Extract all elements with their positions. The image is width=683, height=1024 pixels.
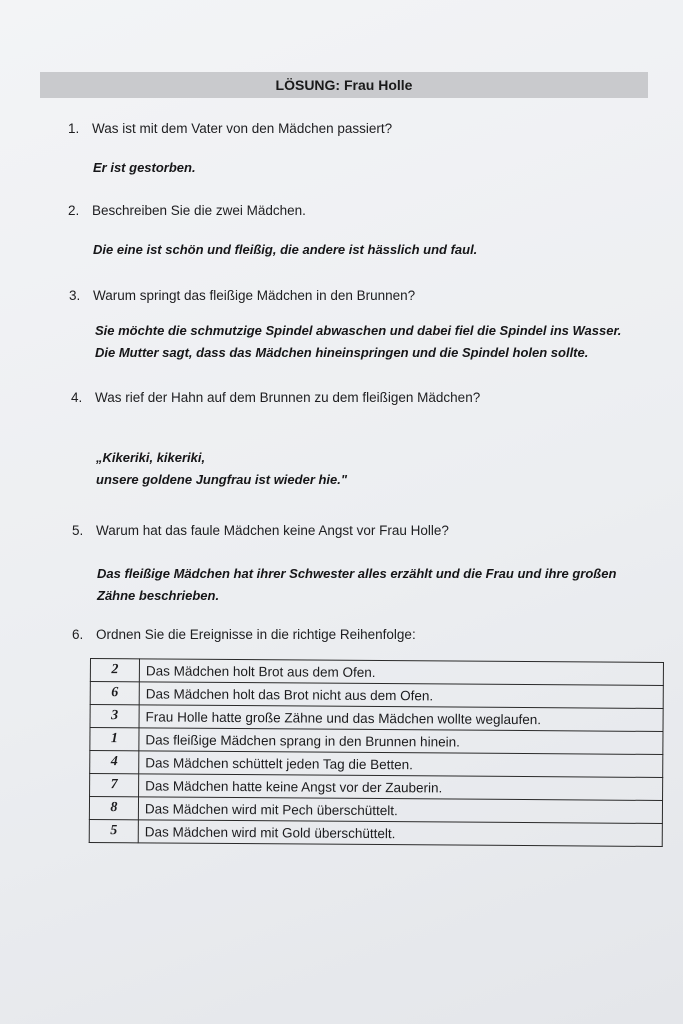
question-number: 3.: [69, 288, 81, 303]
question-text: Warum hat das faule Mädchen keine Angst vor Frau Holle?: [96, 523, 449, 538]
answer-line: „Kikeriki, kikeriki,: [96, 450, 206, 465]
question-6: [72, 627, 416, 642]
event-text: Das Mädchen holt Brot aus dem Ofen.: [139, 659, 663, 686]
question-number: 6.: [72, 627, 84, 642]
question-3: [69, 288, 415, 303]
answer-line: Er ist gestorben.: [93, 160, 196, 175]
order-number: 1: [90, 728, 139, 751]
question-text: Warum springt das fleißige Mädchen in den Brunnen?: [93, 288, 416, 303]
question-2: [68, 203, 306, 218]
page-title: LÖSUNG: Frau Holle: [40, 72, 648, 98]
answer-line: unsere goldene Jungfrau ist wieder hie.": [96, 472, 348, 487]
event-text: Das fleißige Mädchen sprang in den Brunnen hinein.: [139, 728, 663, 755]
order-number: 4: [90, 751, 139, 774]
event-text: Das Mädchen schüttelt jeden Tag die Betten.: [139, 751, 663, 778]
question-text: Was ist mit dem Vater von den Mädchen passiert?: [92, 121, 393, 136]
order-table: [89, 658, 664, 847]
question-5: [72, 523, 449, 538]
answer-line: Sie möchte die schmutzige Spindel abwaschen und dabei fiel die Spindel ins Wasser.: [95, 323, 622, 338]
answer-1: [93, 157, 196, 179]
answer-4: [96, 447, 347, 491]
table-row: [89, 819, 662, 846]
question-number: 4.: [71, 390, 83, 405]
answer-3: [95, 320, 621, 364]
question-text: Ordnen Sie die Ereignisse in die richtige Reihenfolge:: [96, 627, 416, 642]
answer-2: [93, 239, 477, 261]
answer-5: [97, 563, 616, 607]
answer-line: Zähne beschrieben.: [97, 588, 220, 603]
answer-line: Die eine ist schön und fleißig, die andere ist hässlich und faul.: [93, 242, 478, 257]
question-number: 5.: [72, 523, 84, 538]
order-number: 8: [89, 797, 138, 820]
event-text: Das Mädchen wird mit Pech überschüttelt.: [138, 797, 662, 824]
question-text: Beschreiben Sie die zwei Mädchen.: [92, 203, 306, 218]
order-number: 3: [90, 705, 139, 728]
question-number: 2.: [68, 203, 80, 218]
order-number: 6: [90, 682, 139, 705]
question-1: [68, 121, 392, 136]
question-text: Was rief der Hahn auf dem Brunnen zu dem fleißigen Mädchen?: [95, 390, 481, 405]
answer-line: Das fleißige Mädchen hat ihrer Schwester alles erzählt und die Frau und ihre großen: [97, 566, 617, 581]
order-number: 2: [90, 659, 139, 682]
event-text: Das Mädchen holt das Brot nicht aus dem Ofen.: [139, 682, 663, 709]
event-text: Das Mädchen wird mit Gold überschüttelt.: [138, 820, 662, 847]
answer-line: Die Mutter sagt, dass das Mädchen hineinspringen und die Spindel holen sollte.: [95, 345, 589, 360]
event-text: Das Mädchen hatte keine Angst vor der Zauberin.: [139, 774, 663, 801]
event-text: Frau Holle hatte große Zähne und das Mädchen wollte weglaufen.: [139, 705, 663, 732]
order-number: 7: [90, 774, 139, 797]
order-number: 5: [89, 819, 138, 842]
question-4: [71, 390, 480, 405]
question-number: 1.: [68, 121, 80, 136]
